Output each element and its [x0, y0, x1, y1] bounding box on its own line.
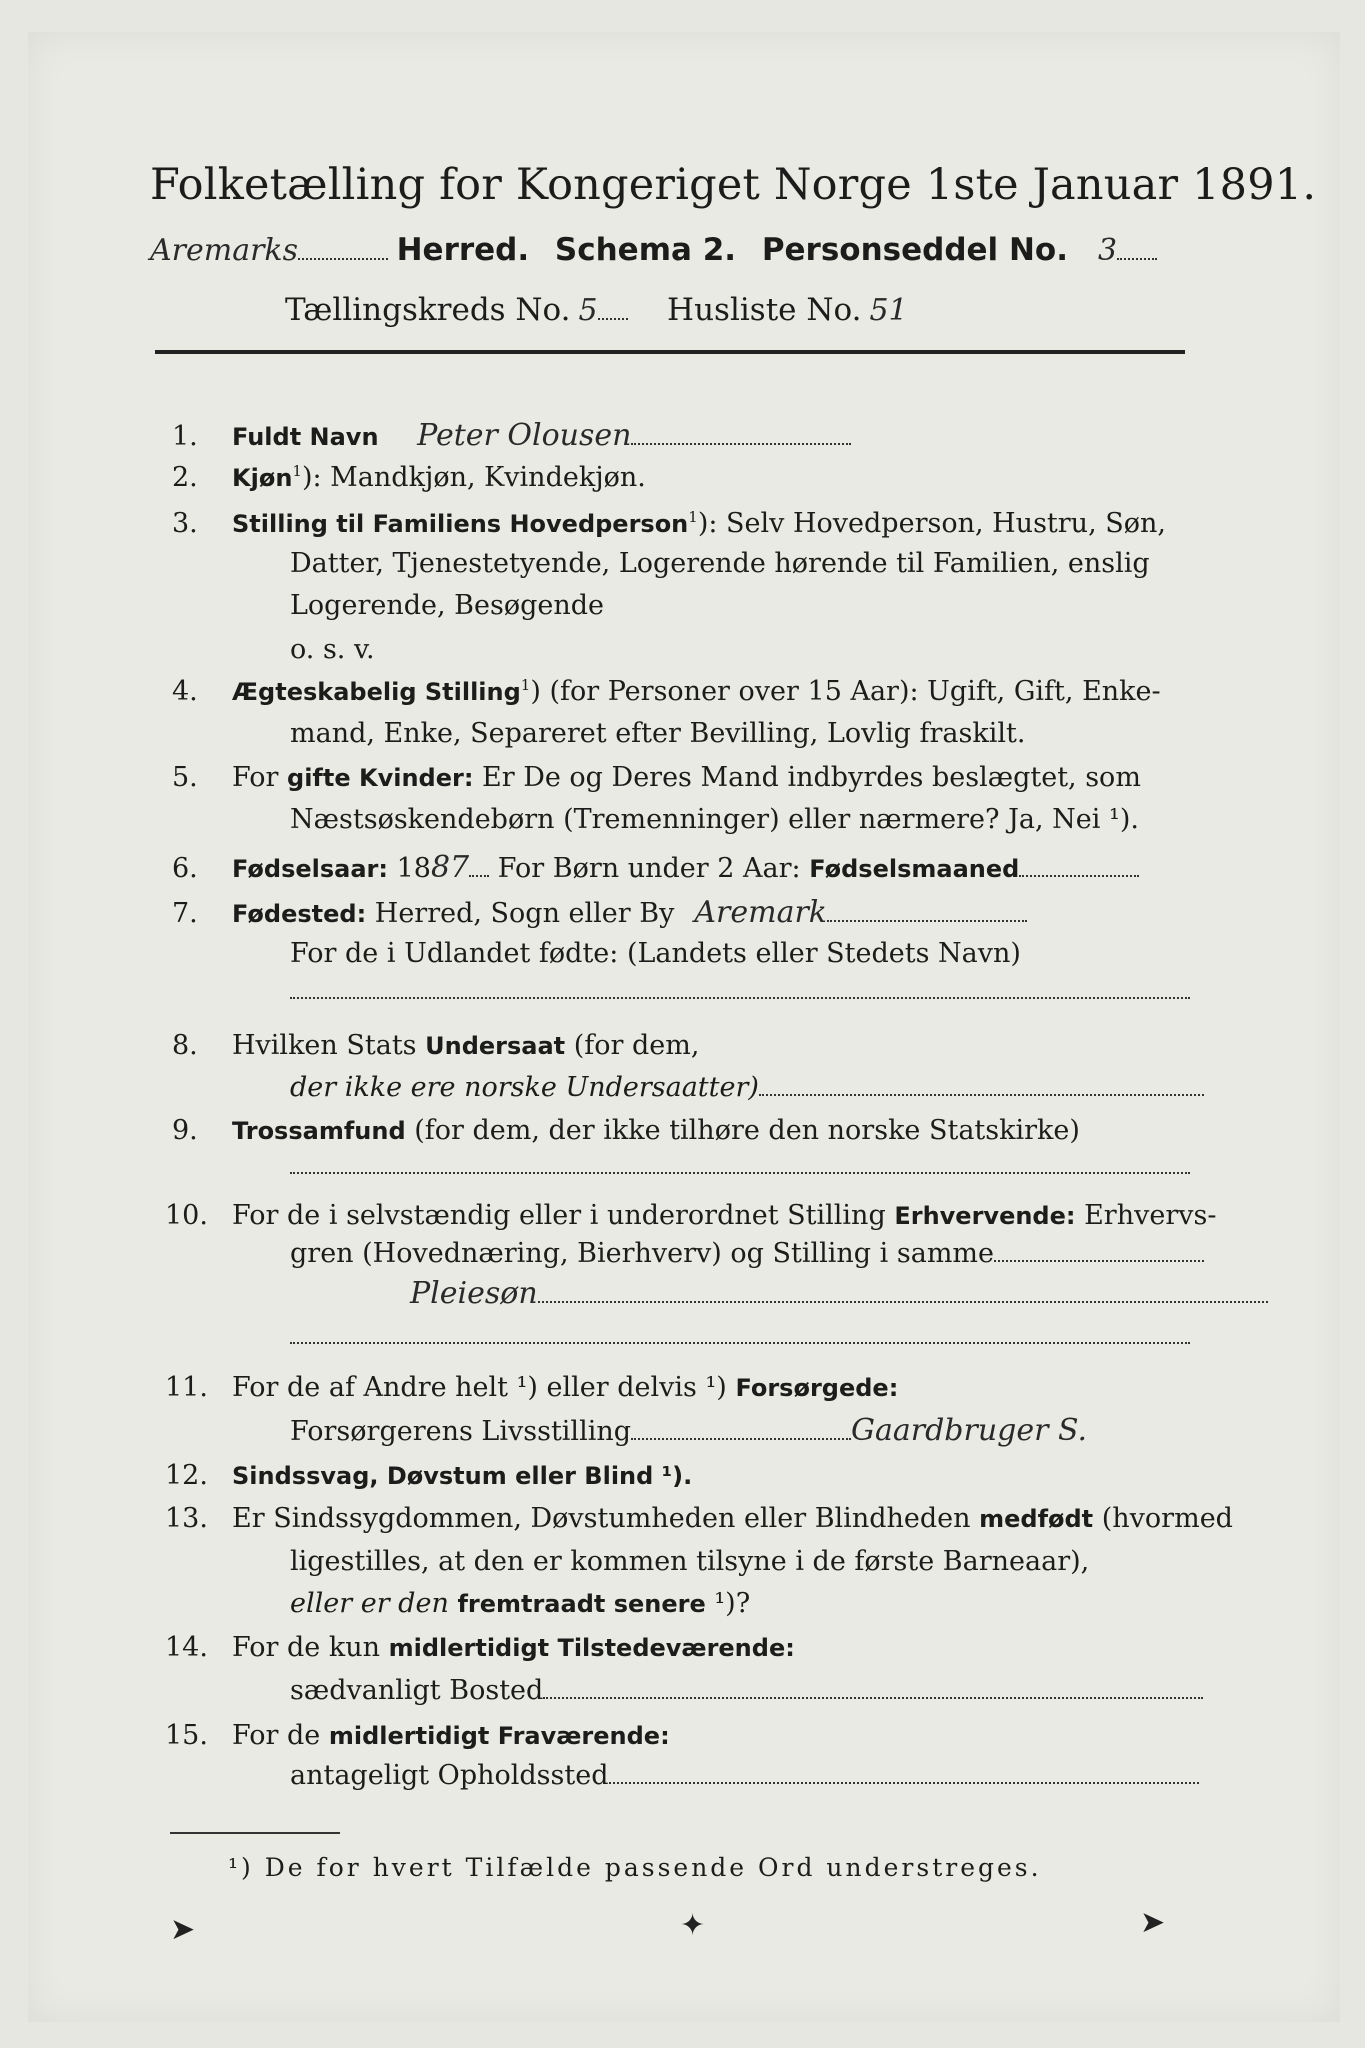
item-5-pre: For: [232, 762, 279, 793]
item-1: [172, 418, 851, 453]
item-10: [165, 1200, 1216, 1231]
item-9: [172, 1115, 1080, 1146]
item-9-number: 9.: [172, 1115, 198, 1146]
item-8-text-2: (for dem,: [573, 1030, 700, 1061]
item-13-text-4a: eller er den: [290, 1588, 449, 1619]
item-10-line-2: [290, 1238, 1204, 1269]
item-13: [165, 1503, 1233, 1534]
husliste-handwriting: 51: [869, 293, 908, 328]
item-7-text-2: For de i Udlandet fødte: (Landets eller Stedets Navn): [290, 938, 1021, 969]
item-3-number: 3.: [172, 508, 198, 539]
item-10-label: Erhvervende:: [894, 1202, 1076, 1230]
item-10-blank: [290, 1320, 1190, 1351]
personseddel-label: Personseddel No.: [761, 232, 1068, 268]
item-15-line-2: [290, 1760, 1199, 1791]
item-11-line-2: [290, 1413, 1087, 1448]
item-5-number: 5.: [172, 762, 198, 793]
item-12-label: Sindssvag, Døvstum eller Blind ¹).: [232, 1462, 693, 1490]
item-1-number: 1.: [172, 421, 198, 452]
item-10-text-1: For de i selvstændig eller i underordnet Stilling: [232, 1200, 886, 1231]
herred-line: [150, 232, 1157, 268]
item-2-number: 2.: [172, 462, 198, 493]
item-3-text-4: o. s. v.: [290, 634, 375, 665]
item-6: [172, 850, 1139, 885]
item-5-label: gifte Kvinder:: [287, 764, 474, 792]
header-rule: [155, 350, 1185, 354]
item-13-label-2: fremtraadt senere: [457, 1590, 706, 1618]
item-8-text-3: der ikke ere norske Undersaatter): [290, 1072, 759, 1103]
item-11-text-1: For de af Andre helt ¹) eller delvis ¹): [232, 1372, 727, 1403]
item-3-text-3: Logerende, Besøgende: [290, 590, 604, 621]
item-10-line-3: [290, 1276, 1268, 1311]
item-12-number: 12.: [165, 1460, 208, 1491]
item-11-text-2: Forsørgerens Livsstilling: [290, 1416, 632, 1447]
item-10-handwriting: Pleiesøn: [410, 1276, 538, 1311]
schema-label: Schema 2.: [554, 232, 737, 268]
item-4-text-2: mand, Enke, Separeret efter Bevilling, Lovlig fraskilt.: [290, 718, 1026, 749]
item-9-label: Trossamfund: [232, 1117, 406, 1145]
item-12: [165, 1460, 692, 1491]
item-8-text-1: Hvilken Stats: [232, 1030, 417, 1061]
item-4-label: Ægteskabelig Stilling: [232, 678, 521, 706]
item-14-number: 14.: [165, 1632, 208, 1663]
item-13-text-3: ligestilles, at den er kommen tilsyne i de første Barneaar),: [290, 1546, 1090, 1577]
item-7: [172, 895, 1027, 930]
item-4-number: 4.: [172, 676, 198, 707]
item-3-text-1: ): Selv Hovedperson, Hustru, Søn,: [697, 508, 1166, 539]
item-2: 2. Kjøn$^1$): Mandkjøn, Kvindekjøn.: [172, 462, 646, 493]
item-1-handwriting: Peter Olousen: [417, 418, 632, 453]
item-9-blank: [290, 1150, 1190, 1181]
item-14-label: midlertidigt Tilstedeværende:: [388, 1634, 795, 1662]
kreds-label: Tællingskreds No.: [285, 292, 571, 328]
item-7-handwriting: Aremark: [694, 895, 827, 930]
item-11-handwriting: Gaardbruger S.: [851, 1413, 1088, 1448]
item-9-text: (for dem, der ikke tilhøre den norske Statskirke): [414, 1115, 1080, 1146]
item-15-number: 15.: [165, 1720, 208, 1751]
item-8-number: 8.: [172, 1030, 198, 1061]
husliste-label: Husliste No.: [667, 292, 862, 328]
item-2-label: Kjøn: [232, 464, 293, 492]
item-3-text-2: Datter, Tjenestetyende, Logerende hørende til Familien, enslig: [290, 548, 1150, 579]
item-15-label: midlertidigt Fraværende:: [328, 1722, 670, 1750]
item-15-text-2: antageligt Opholdssted: [290, 1760, 609, 1791]
footnote-rule: [170, 1832, 340, 1834]
item-7-label: Fødested:: [232, 900, 367, 928]
item-4-text-1: ) (for Personer over 15 Aar): Ugift, Gift, Enke-: [530, 676, 1161, 707]
item-15: [165, 1720, 670, 1751]
item-8-line-2: [290, 1072, 1204, 1103]
registration-mark-center-icon: ✦: [680, 1908, 706, 1943]
item-13-text-2: (hvormed: [1101, 1503, 1233, 1534]
personseddel-handwriting: 3: [1097, 233, 1118, 268]
herred-label: Herred.: [396, 232, 530, 268]
item-11: [165, 1372, 898, 1403]
item-10-number: 10.: [165, 1200, 208, 1231]
item-10-text-3: gren (Hovednæring, Bierhverv) og Stilling i samme: [290, 1238, 995, 1269]
item-13-number: 13.: [165, 1503, 208, 1534]
item-14-line-2: [290, 1675, 1203, 1706]
item-6-text: For Børn under 2 Aar:: [497, 853, 801, 884]
item-13-text-4b: ¹)?: [714, 1588, 751, 1619]
item-6-label-2: Fødselsmaaned: [809, 855, 1020, 883]
item-5-text-1: Er De og Deres Mand indbyrdes beslægtet, som: [482, 762, 1141, 793]
item-6-number: 6.: [172, 853, 198, 884]
item-14-text-2: sædvanligt Bosted: [290, 1675, 544, 1706]
footnote: ¹) De for hvert Tilfælde passende Ord understreges.: [228, 1853, 1042, 1882]
herred-handwriting: Aremarks: [150, 233, 299, 268]
item-6-year-prefix: 18: [396, 853, 431, 884]
item-14-text-1: For de kun: [232, 1632, 380, 1663]
item-6-label: Fødselsaar:: [232, 855, 388, 883]
item-7-blank: [290, 975, 1190, 1006]
item-8-label: Undersaat: [425, 1032, 566, 1060]
item-10-text-2: Erhvervs-: [1084, 1200, 1217, 1231]
item-13-text-1: Er Sindssygdommen, Døvstumheden eller Blindheden: [232, 1503, 971, 1534]
item-5: [172, 762, 1141, 793]
item-8: [172, 1030, 699, 1061]
registration-mark-right-icon: ➤: [1140, 1905, 1166, 1940]
item-6-handwriting: 87: [430, 850, 470, 885]
item-2-text: ): Mandkjøn, Kvindekjøn.: [301, 462, 646, 493]
item-4: 4. Ægteskabelig Stilling$^1$) (for Personer over 15 Aar): Ugift, Gift, Enke-: [172, 676, 1161, 707]
kreds-line: [285, 292, 908, 328]
item-3-label: Stilling til Familiens Hovedperson: [232, 510, 689, 538]
item-3: 3. Stilling til Familiens Hovedperson$^1$): Selv Hovedperson, Hustru, Søn,: [172, 508, 1166, 539]
item-7-text-1: Herred, Sogn eller By: [374, 898, 675, 929]
item-14: [165, 1632, 795, 1663]
item-15-text-1: For de: [232, 1720, 321, 1751]
form-title: Folketælling for Kongeriget Norge 1ste Januar 1891.: [150, 160, 1317, 210]
item-13-label-1: medfødt: [979, 1505, 1094, 1533]
item-7-number: 7.: [172, 898, 198, 929]
item-11-number: 11.: [165, 1372, 208, 1403]
item-13-line-3: [290, 1588, 750, 1619]
item-1-label: Fuldt Navn: [232, 423, 379, 451]
registration-mark-left-icon: ➤: [170, 1912, 196, 1947]
kreds-handwriting: 5: [578, 293, 598, 328]
item-5-text-2: Næstsøskendebørn (Tremenninger) eller nærmere? Ja, Nei ¹).: [290, 804, 1139, 835]
item-11-label: Forsørgede:: [735, 1374, 899, 1402]
